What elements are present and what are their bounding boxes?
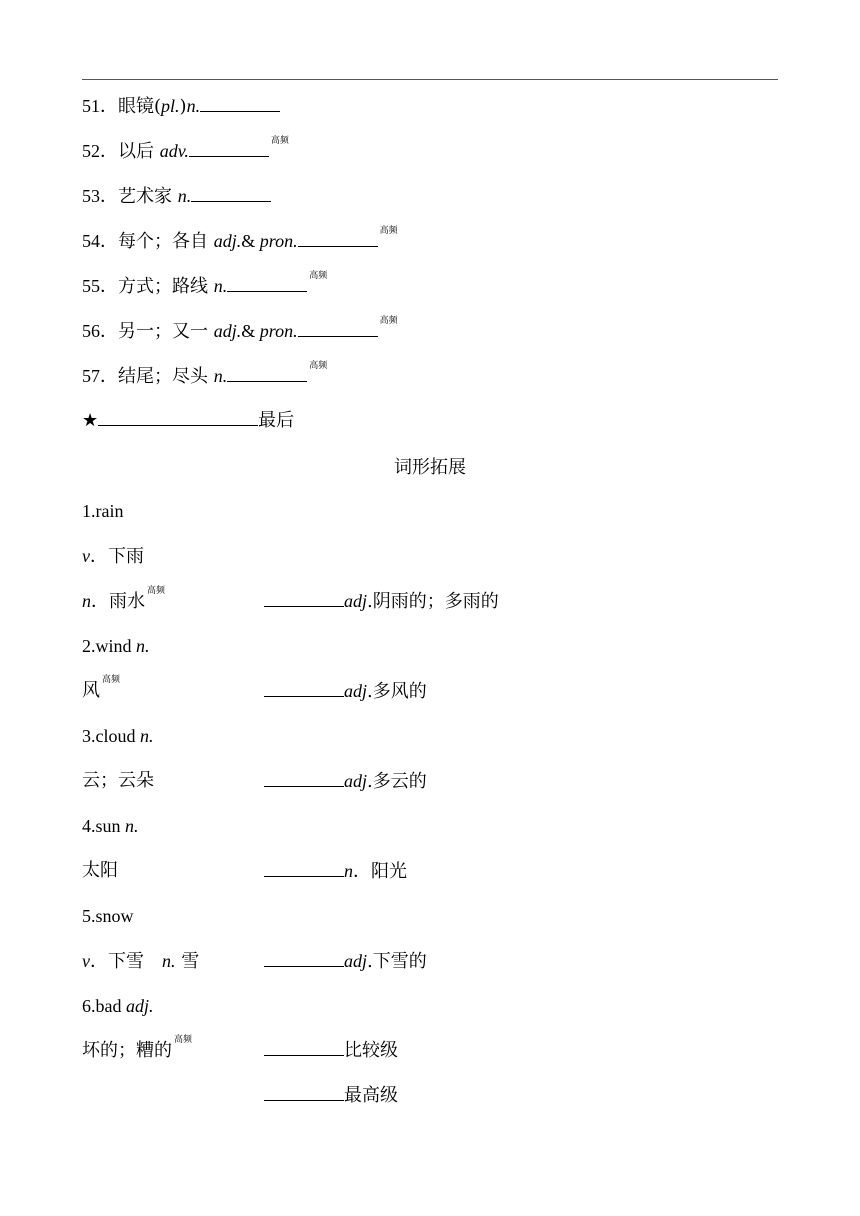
- vocab-item-51: [82, 94, 280, 119]
- group-word: 3.cloud: [82, 726, 140, 746]
- high-frequency-tag: 高频: [270, 136, 289, 146]
- item-number: 57．: [82, 366, 118, 386]
- answer-blank[interactable]: [264, 1039, 344, 1056]
- vocab-item-55: [82, 271, 328, 302]
- rain-verb-row: [82, 544, 144, 569]
- cloud-meaning-row: [82, 769, 154, 793]
- answer-blank[interactable]: [264, 680, 344, 697]
- item-number: 55．: [82, 276, 118, 296]
- group-title-cloud: [82, 724, 154, 749]
- answer-blank[interactable]: [298, 320, 378, 337]
- bad-meaning-row: [82, 1035, 193, 1066]
- pos-label: v: [82, 951, 90, 971]
- group-word: 4.sun: [82, 816, 126, 836]
- meaning: ．下雨: [90, 546, 144, 567]
- group-title-snow: 5.snow: [82, 906, 134, 926]
- pos-label: adj.: [126, 996, 154, 1016]
- derived-meaning: ．阳光: [353, 861, 407, 882]
- meaning: 云；云朵: [82, 770, 154, 791]
- answer-blank[interactable]: [191, 185, 271, 202]
- pos-label: n.: [125, 816, 139, 836]
- item-number: 54．: [82, 231, 118, 251]
- pos-label: n: [344, 861, 353, 881]
- bad-comparative-row: [264, 1039, 398, 1063]
- high-frequency-tag: 高频: [379, 226, 398, 236]
- item-chinese: 艺术家: [118, 186, 178, 207]
- meaning: 坏的；糟的: [82, 1040, 172, 1061]
- group-title-wind: [82, 634, 150, 659]
- wind-derived-row: [264, 679, 427, 704]
- wind-meaning-row: [82, 675, 121, 706]
- star-item-text: 最后: [258, 410, 295, 431]
- item-pos-2: pron.: [259, 231, 298, 251]
- pos-label: adj: [344, 951, 368, 971]
- rain-derived-row: [264, 589, 499, 614]
- item-number: 52．: [82, 141, 118, 161]
- pos-label: v: [82, 546, 90, 566]
- item-chinese: 另一；又一: [118, 321, 214, 342]
- derived-meaning: .阴雨的；多雨的: [367, 591, 499, 612]
- answer-blank[interactable]: [98, 409, 258, 426]
- item-pos: adv.: [159, 141, 189, 161]
- pos-label: adj: [344, 591, 368, 611]
- vocab-item-53: [82, 184, 271, 209]
- derived-meaning: .多云的: [367, 771, 427, 792]
- answer-blank[interactable]: [264, 590, 344, 607]
- item-pos-2: pron.: [259, 321, 298, 341]
- cloud-derived-row: [264, 769, 427, 794]
- item-chinese-2: ): [179, 96, 187, 117]
- answer-blank[interactable]: [227, 275, 307, 292]
- item-pos: n.: [177, 186, 192, 206]
- answer-blank[interactable]: [264, 1084, 344, 1101]
- item-number: 53．: [82, 186, 118, 206]
- form-label: 比较级: [344, 1040, 398, 1061]
- item-pos-2: n.: [186, 96, 201, 116]
- group-title-bad: [82, 994, 154, 1019]
- answer-blank[interactable]: [298, 230, 378, 247]
- vocab-item-52: [82, 136, 289, 167]
- high-frequency-tag: 高频: [309, 271, 328, 281]
- answer-blank[interactable]: [264, 950, 344, 967]
- derived-meaning: .下雪的: [367, 951, 427, 972]
- group-title-sun: [82, 814, 139, 839]
- high-frequency-tag: 高频: [174, 1035, 193, 1045]
- item-pos: adj.: [213, 231, 242, 251]
- star-icon: ★: [82, 410, 99, 431]
- answer-blank[interactable]: [264, 860, 344, 877]
- item-pos: adj.: [213, 321, 242, 341]
- item-number: 56．: [82, 321, 118, 341]
- item-chinese: 方式；路线: [118, 276, 214, 297]
- group-title-rain: 1.rain: [82, 501, 124, 521]
- answer-blank[interactable]: [200, 95, 280, 112]
- item-chinese: 每个；各自: [118, 231, 214, 252]
- group-word: 2.wind: [82, 636, 136, 656]
- vocab-item-57: [82, 361, 328, 392]
- item-chinese: 结尾；尽头: [118, 366, 214, 387]
- item-pos: pl.: [161, 96, 180, 116]
- high-frequency-tag: 高频: [102, 675, 121, 685]
- answer-blank[interactable]: [264, 770, 344, 787]
- item-chinese: 眼镜(: [118, 96, 162, 117]
- vocab-item-56: [82, 316, 398, 347]
- meaning: ．雨水: [91, 591, 145, 612]
- derived-meaning: .多风的: [367, 681, 427, 702]
- rain-noun-row: [82, 586, 166, 617]
- group-word: 6.bad: [82, 996, 126, 1016]
- item-pos: n.: [213, 276, 228, 296]
- pos-label: n.: [140, 726, 154, 746]
- item-connector: &: [241, 321, 260, 341]
- vocab-item-54: [82, 226, 398, 257]
- pos-label: n: [82, 591, 91, 611]
- bad-superlative-row: [264, 1084, 398, 1108]
- star-item: [82, 409, 294, 433]
- meaning: 太阳: [82, 860, 118, 881]
- meaning: ．下雪: [90, 951, 162, 972]
- sun-meaning-row: [82, 859, 118, 883]
- answer-blank[interactable]: [189, 140, 269, 157]
- item-number: 51．: [82, 96, 118, 116]
- header-rule: [82, 79, 778, 80]
- item-chinese: 以后: [118, 141, 160, 162]
- pos-label-2: n.: [162, 951, 176, 971]
- pos-label: adj: [344, 681, 368, 701]
- item-pos: n.: [213, 366, 228, 386]
- answer-blank[interactable]: [227, 365, 307, 382]
- sun-derived-row: [264, 859, 407, 884]
- section-title: 词形拓展: [394, 457, 466, 478]
- high-frequency-tag: 高频: [309, 361, 328, 371]
- snow-derived-row: [264, 949, 427, 974]
- pos-label: adj: [344, 771, 368, 791]
- high-frequency-tag: 高频: [147, 586, 166, 596]
- snow-meaning-row: [82, 949, 199, 974]
- pos-label: n.: [136, 636, 150, 656]
- meaning: 风: [82, 680, 100, 701]
- high-frequency-tag: 高频: [379, 316, 398, 326]
- item-connector: &: [241, 231, 260, 251]
- form-label: 最高级: [344, 1085, 398, 1106]
- meaning-2: 雪: [175, 951, 200, 972]
